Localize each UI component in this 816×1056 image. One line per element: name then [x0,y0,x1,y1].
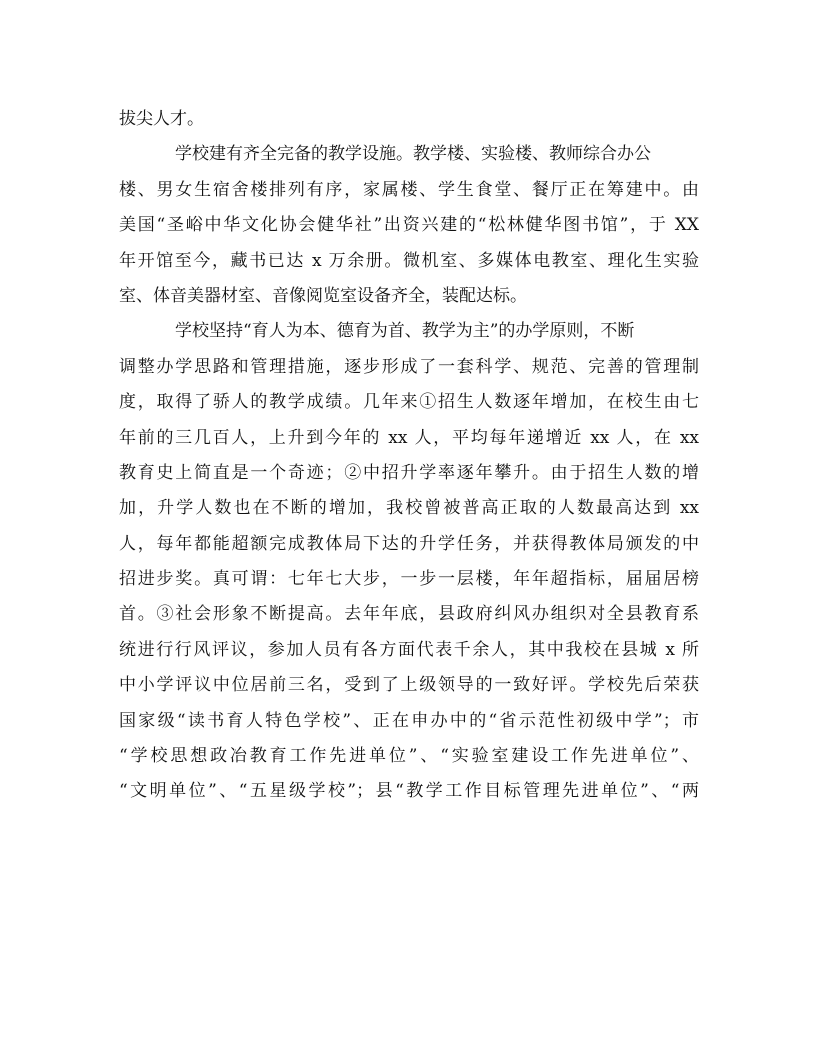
text-line: 拔尖人才。 [119,109,204,129]
text-line: 美国“圣峪中华文化协会健华社”出资兴建的“松林健华图书馆”，于 XX [119,215,699,236]
text-line: 人，每年都能超额完成教体局下达的升学任务，并获得教体局颁发的中 [119,533,699,554]
text-line: 学校坚持“育人为本、德育为首、教学为主”的办学原则，不断 [175,321,635,342]
text-line: 度，取得了骄人的教学成绩。几年来①招生人数逐年增加，在校生由七 [119,392,699,413]
text-line: 加，升学人数也在不断的增加，我校曾被普高正取的人数最高达到 xx [119,498,699,519]
text-line: 首。③社会形象不断提高。去年年底，县政府纠风办组织对全县教育系 [119,604,699,625]
text-line: 室、体音美器材室、音像阅览室设备齐全，装配达标。 [119,285,527,306]
text-line: 统进行行风评议，参加人员有各方面代表千余人，其中我校在县城 x 所 [119,639,699,660]
text-line: 教育史上简直是一个奇迹；②中招升学率逐年攀升。由于招生人数的增 [119,462,699,483]
text-line: 学校建有齐全完备的教学设施。教学楼、实验楼、教师综合办公 [175,144,651,165]
text-line: 招进步奖。真可谓：七年七大步，一步一层楼，年年超指标，届届居榜 [119,569,699,590]
body-text [119,102,699,810]
text-line: 楼、男女生宿舍楼排列有序，家属楼、学生食堂、餐厅正在筹建中。由 [119,179,699,200]
text-line: “文明单位”、“五星级学校”；县“教学工作目标管理先进单位”、“两 [119,781,699,802]
text-line: 年前的三几百人，上升到今年的 xx 人，平均每年递增近 xx 人，在 xx [119,427,699,448]
text-line: “学校思想政冶教育工作先进单位”、“实验室建设工作先进单位”、 [119,746,699,767]
text-line: 年开馆至今，藏书已达 x 万余册。微机室、多媒体电教室、理化生实验 [119,250,699,271]
text-line: 国家级“读书育人特色学校”、正在申办中的“省示范性初级中学”；市 [119,710,699,731]
text-line: 中小学评议中位居前三名，受到了上级领导的一致好评。学校先后荣获 [119,675,699,696]
text-line: 调整办学思路和管理措施，逐步形成了一套科学、规范、完善的管理制 [119,356,699,377]
